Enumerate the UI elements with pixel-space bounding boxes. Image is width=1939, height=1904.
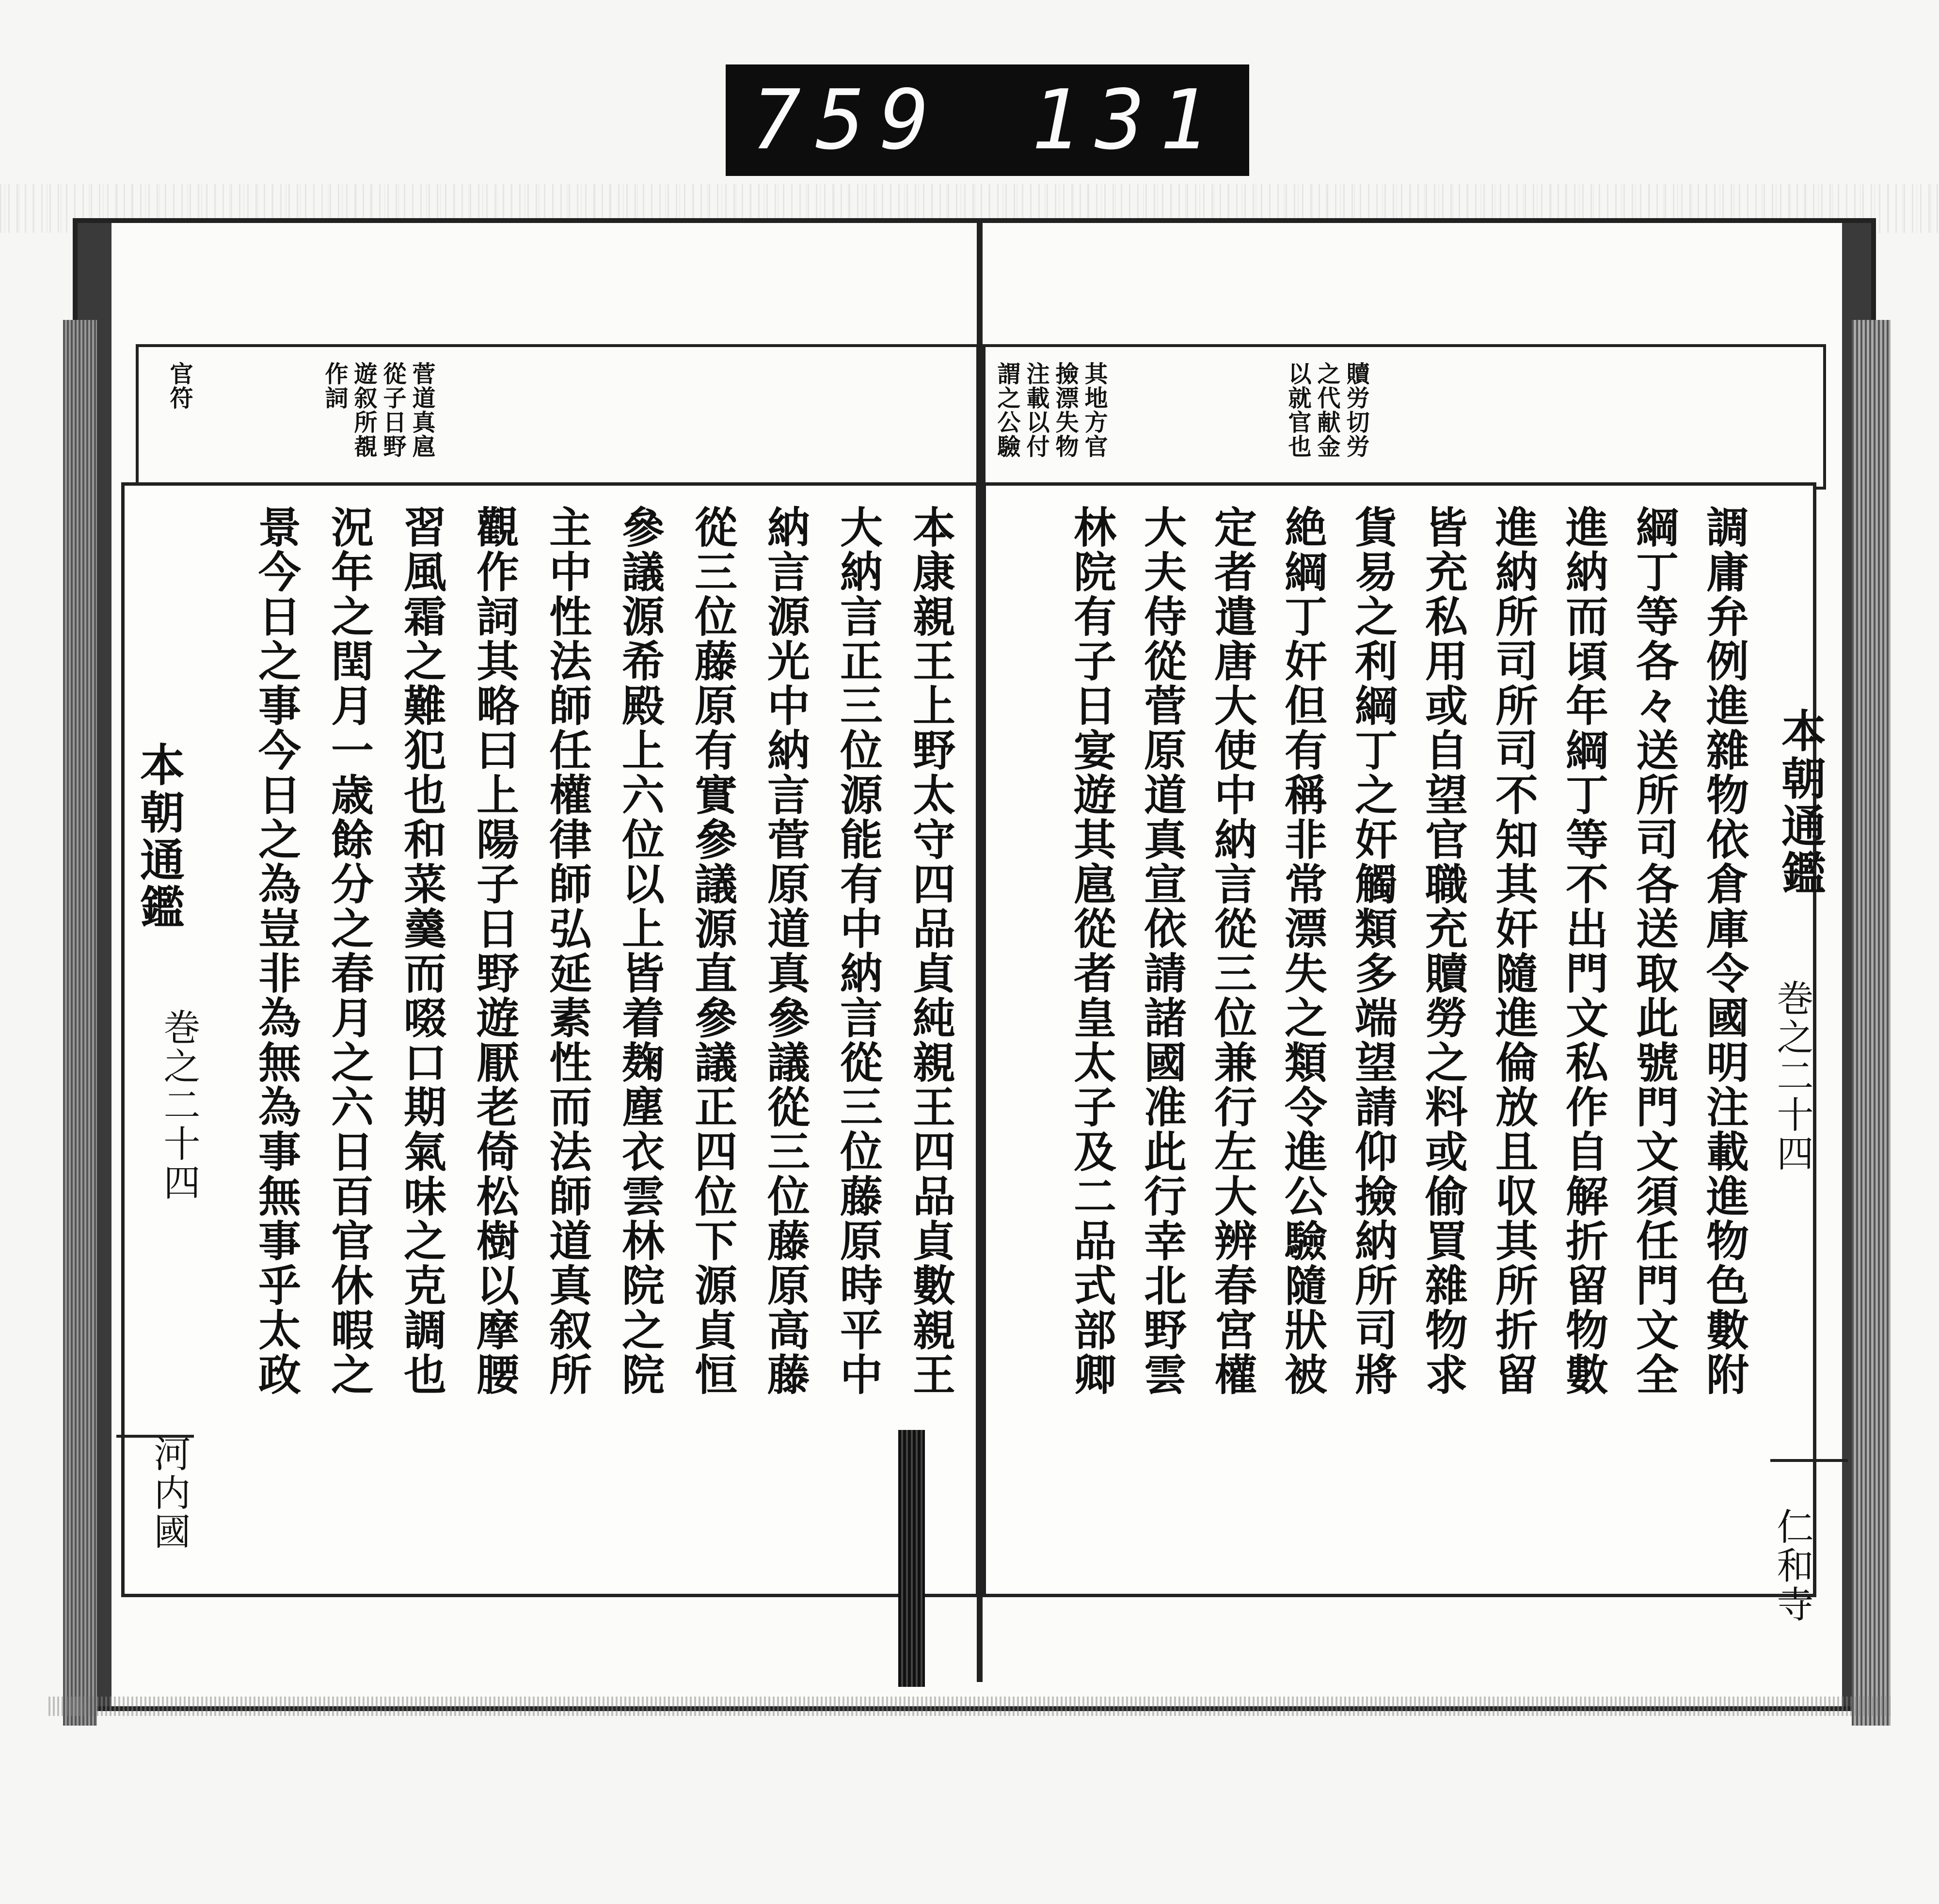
right-head-note: 其地方官 xyxy=(1081,362,1108,459)
left-head-note: 從子日野 xyxy=(379,362,406,459)
open-book xyxy=(73,218,1876,1711)
text-column: 主中性法師任權律師弘延素性而法師道真叙所 xyxy=(542,505,593,1397)
text-column: 定者遣唐大使中納言從三位兼行左大辨春宮權 xyxy=(1208,505,1258,1397)
text-column: 納言源光中納言菅原道真參議從三位藤原高藤 xyxy=(761,505,811,1397)
left-head-note: 菅道真扈 xyxy=(408,362,435,459)
left-page xyxy=(107,223,977,1706)
right-spine-volume: 巻之二十四 xyxy=(1771,979,1814,1173)
text-column: 貨易之利綱丁之奸觸類多端望請仰撿納所司將 xyxy=(1348,505,1399,1397)
right-head-note: 注載以付 xyxy=(1022,362,1049,459)
text-column: 絶綱丁奸但有稱非常漂失之類令進公驗隨狀被 xyxy=(1278,505,1328,1397)
right-head-note: 以就官也 xyxy=(1284,362,1311,459)
left-text-frame xyxy=(121,482,979,1597)
frame-number-right: 131 xyxy=(1031,72,1224,168)
right-head-note: 之代献金 xyxy=(1313,362,1340,459)
left-spine-title: 本朝通鑑 xyxy=(133,742,185,932)
right-page xyxy=(983,223,1853,1706)
text-column: 從三位藤原有實參議源直參議正四位下源貞恒 xyxy=(688,505,738,1397)
text-column: 進納而頃年綱丁等不出門文私作自解折留物數 xyxy=(1559,505,1609,1397)
right-spine-title: 本朝通鑑 xyxy=(1774,708,1827,898)
text-column: 觀作詞其略曰上陽子日野遊厭老倚松樹以摩腰 xyxy=(470,505,520,1397)
text-column: 景今日之事今日之為豈非為無為事無事乎太政 xyxy=(252,505,302,1397)
page-stack-left xyxy=(63,320,97,1726)
left-head-notes xyxy=(136,344,979,490)
left-head-note: 官符 xyxy=(166,362,193,410)
right-text-frame xyxy=(983,482,1816,1597)
left-head-note: 遊叙所覩 xyxy=(350,362,377,459)
right-head-notes xyxy=(983,344,1826,490)
text-column: 進納所司所司不知其奸隨進倫放且収其所折留 xyxy=(1489,505,1539,1397)
left-spine-side-title: 河内國 xyxy=(148,1435,191,1551)
right-spine-rule xyxy=(1770,1459,1848,1462)
book-gutter xyxy=(977,223,983,1682)
text-column: 調庸弁例進雜物依倉庫令國明注載進物色數附 xyxy=(1700,505,1750,1397)
text-column: 大夫侍從菅原道真宣依請諸國准此行幸北野雲 xyxy=(1137,505,1188,1397)
right-head-note: 謂之公驗 xyxy=(993,362,1020,459)
text-column: 林院有子日宴遊其扈從者皇太子及二品式部卿 xyxy=(1067,505,1117,1397)
text-column: 況年之閏月一歳餘分之春月之六日百官休暇之 xyxy=(324,505,375,1397)
text-column: 皆充私用或自望官職充贖勞之料或偷買雜物求 xyxy=(1418,505,1469,1397)
text-column: 參議源希殿上六位以上皆着麹塵衣雲林院之院 xyxy=(615,505,666,1397)
right-head-note: 贖労切労 xyxy=(1342,362,1369,459)
text-column: 習風霜之難犯也和菜羹而啜口期氣味之克調也 xyxy=(397,505,447,1397)
text-column: 大納言正三位源能有中納言從三位藤原時平中 xyxy=(833,505,884,1397)
left-head-note: 作詞 xyxy=(321,362,348,410)
page-bottom-edge xyxy=(48,1697,1891,1716)
text-column: 綱丁等各々送所司各送取此號門文須任門文全 xyxy=(1629,505,1680,1397)
film-frame-label xyxy=(726,64,1249,176)
page-stack-right xyxy=(1852,320,1891,1726)
binding-tail xyxy=(898,1430,925,1687)
right-head-note: 撿漂失物 xyxy=(1051,362,1079,459)
text-column: 本康親王上野太守四品貞純親王四品貞數親王 xyxy=(906,505,956,1397)
right-spine-side-title: 仁和寺 xyxy=(1771,1507,1814,1624)
frame-number-left: 759 xyxy=(751,72,944,168)
left-spine-volume: 巻之二十四 xyxy=(158,1008,201,1202)
